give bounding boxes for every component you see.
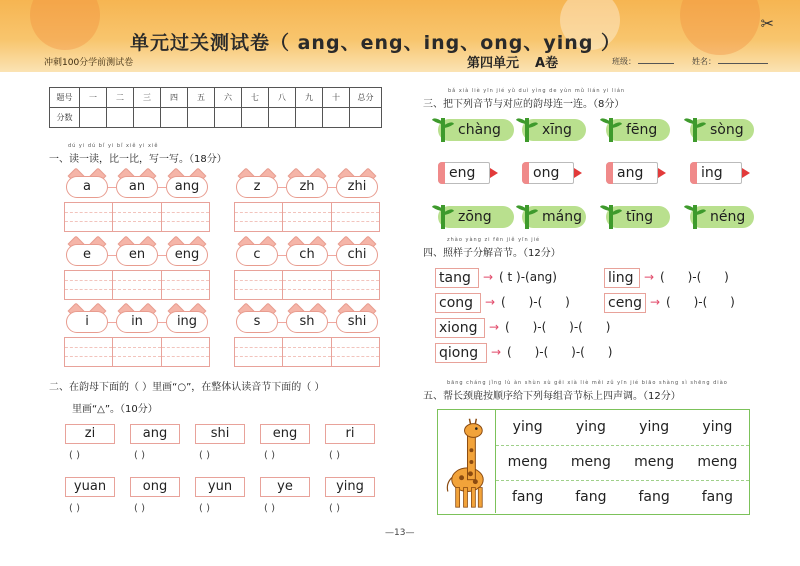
tone-syllable[interactable]: ying: [639, 419, 670, 435]
score-header-cell: 十: [323, 88, 350, 108]
score-header-cell: 四: [161, 88, 188, 108]
score-header-cell: 五: [188, 88, 215, 108]
score-header-cell: 三: [134, 88, 161, 108]
writing-grid[interactable]: [64, 202, 210, 232]
connector-dash: [328, 187, 336, 188]
score-cell[interactable]: [161, 108, 188, 128]
bamboo-leaf-icon: [600, 114, 622, 142]
writing-grid[interactable]: [234, 270, 380, 300]
pencil-tip-icon: [658, 168, 666, 178]
writing-grid[interactable]: [234, 202, 380, 232]
writing-cell[interactable]: [113, 338, 161, 366]
writing-cell[interactable]: [283, 338, 331, 366]
bamboo-leaf-icon: [684, 201, 706, 229]
writing-cell[interactable]: [113, 203, 161, 231]
tone-syllable[interactable]: meng: [507, 454, 548, 470]
bamboo-syllable[interactable]: [606, 119, 670, 141]
connector-dash: [278, 187, 286, 188]
section1-ruby: dú yi dú bǐ yi bǐ xiě yi xiě: [68, 143, 159, 149]
bamboo-syllable-text: xīng: [542, 122, 572, 138]
pinyin-card: zh: [286, 176, 328, 198]
name-label: 姓名：: [692, 57, 716, 66]
syllable-box: ying: [325, 477, 375, 497]
bamboo-syllable-text: tīng: [626, 209, 654, 225]
connector-dash: [158, 322, 166, 323]
arrow-icon: →: [644, 270, 655, 284]
score-cell[interactable]: [215, 108, 242, 128]
final-text: eng: [449, 165, 476, 181]
tone-syllable[interactable]: ying: [512, 419, 543, 435]
tone-syllable[interactable]: fang: [511, 489, 544, 505]
writing-cell[interactable]: [283, 271, 331, 299]
writing-cell[interactable]: [332, 271, 379, 299]
unit-name: 第四单元: [467, 56, 520, 71]
pencil-tip-icon: [490, 168, 498, 178]
writing-grid[interactable]: [64, 270, 210, 300]
pinyin-card: e: [66, 244, 108, 266]
syllable-box: yun: [195, 477, 245, 497]
page-number: —13—: [385, 528, 415, 538]
syllable-box: zi: [65, 424, 115, 444]
score-header-cell: 八: [269, 88, 296, 108]
tone-syllable[interactable]: meng: [697, 454, 738, 470]
pencil-eraser: [438, 162, 445, 184]
final-pencil[interactable]: [438, 162, 490, 184]
final-text: ing: [701, 165, 723, 181]
score-cell[interactable]: [107, 108, 134, 128]
writing-cell[interactable]: [235, 271, 283, 299]
score-value-row: [50, 108, 382, 128]
syllable-box: ong: [130, 477, 180, 497]
section3-ruby: bǎ xià liè yīn jié yǔ duì yìng de yùn mǔ lián yi lián: [448, 88, 626, 94]
writing-cell[interactable]: [162, 203, 209, 231]
pinyin-card: ang: [166, 176, 208, 198]
pinyin-card: en: [116, 244, 158, 266]
final-text: ang: [617, 165, 644, 181]
pinyin-card: in: [116, 311, 158, 333]
bamboo-syllable[interactable]: [522, 119, 586, 141]
answer-paren[interactable]: ( ): [329, 450, 340, 461]
writing-cell[interactable]: [162, 338, 209, 366]
name-field[interactable]: [692, 56, 768, 67]
bamboo-syllable[interactable]: [522, 206, 586, 228]
answer-paren[interactable]: ( ): [329, 503, 340, 514]
writing-grid[interactable]: [234, 337, 380, 367]
writing-cell[interactable]: [235, 203, 283, 231]
giraffe-icon: [438, 410, 496, 513]
syllable-box: xiong: [435, 318, 485, 338]
pinyin-card: s: [236, 311, 278, 333]
section2-title-line1: 二、在韵母下面的（ ）里画“○”，在整体认读音节下面的（ ）: [49, 382, 325, 393]
connector-dash: [158, 187, 166, 188]
syllable-box: ye: [260, 477, 310, 497]
connector-dash: [328, 322, 336, 323]
connector-dash: [108, 187, 116, 188]
version-label: A卷: [535, 56, 559, 71]
answer-paren[interactable]: ( ): [264, 450, 275, 461]
tone-syllable[interactable]: meng: [634, 454, 675, 470]
writing-grid[interactable]: [64, 337, 210, 367]
writing-cell[interactable]: [332, 338, 379, 366]
score-header-row: [50, 88, 382, 108]
bamboo-leaf-icon: [600, 201, 622, 229]
score-cell[interactable]: [188, 108, 215, 128]
bamboo-syllable-text: máng: [542, 209, 582, 225]
bamboo-syllable[interactable]: [438, 119, 514, 141]
score-header-cell: 七: [242, 88, 269, 108]
arrow-icon: →: [491, 345, 502, 359]
pencil-tip-icon: [574, 168, 582, 178]
tone-row: [496, 410, 749, 445]
arrow-icon: →: [483, 270, 494, 284]
syllable-box: qiong: [435, 343, 487, 363]
page-header: [0, 0, 800, 72]
syllable-box: eng: [260, 424, 310, 444]
score-header-cell: 六: [215, 88, 242, 108]
tone-syllable[interactable]: ying: [702, 419, 733, 435]
connector-dash: [328, 255, 336, 256]
writing-cell[interactable]: [65, 338, 113, 366]
syllable-box: tang: [435, 268, 479, 288]
writing-cell[interactable]: [332, 203, 379, 231]
decor-circle: [30, 0, 100, 50]
writing-cell[interactable]: [65, 271, 113, 299]
connector-dash: [108, 255, 116, 256]
answer-paren[interactable]: ( ): [69, 450, 80, 461]
score-cell[interactable]: [296, 108, 323, 128]
pinyin-card: chi: [336, 244, 378, 266]
bamboo-syllable-text: fēng: [626, 122, 658, 138]
section4-ruby: zhào yàng zi fēn jiě yīn jié: [447, 237, 541, 243]
tone-syllable[interactable]: fang: [701, 489, 734, 505]
pinyin-card: zhi: [336, 176, 378, 198]
connector-dash: [278, 322, 286, 323]
score-cell[interactable]: [242, 108, 269, 128]
section2-title-line2: 里画“△”。（10分）: [72, 404, 158, 415]
score-header-cell: 二: [107, 88, 134, 108]
final-pencil[interactable]: [606, 162, 658, 184]
syllable-box: yuan: [65, 477, 115, 497]
connector-dash: [108, 322, 116, 323]
tone-syllable[interactable]: fang: [638, 489, 670, 505]
bamboo-syllable[interactable]: [690, 119, 754, 141]
writing-cell[interactable]: [235, 338, 283, 366]
tone-syllable[interactable]: ying: [575, 419, 606, 435]
writing-cell[interactable]: [113, 271, 161, 299]
page-title: 单元过关测试卷（ ang、eng、ing、ong、ying ）: [130, 32, 622, 54]
tone-row: [496, 480, 749, 515]
pencil-tip-icon: [742, 168, 750, 178]
bamboo-leaf-icon: [516, 201, 538, 229]
section3-title: 三、把下列音节与对应的韵母连一连。（8分）: [423, 99, 625, 110]
decomposition-answer[interactable]: ( t )-(ang): [499, 270, 557, 284]
section5-ruby: bāng cháng jǐng lù àn shùn xù gěi xià liè měi zǔ yīn jié biāo shàng sì shēng diào: [447, 380, 728, 386]
bamboo-leaf-icon: [684, 114, 706, 142]
score-cell[interactable]: [80, 108, 107, 128]
pinyin-card: i: [66, 311, 108, 333]
arrow-icon: →: [485, 295, 496, 309]
bamboo-leaf-icon: [432, 114, 454, 142]
class-label: 班级：: [612, 57, 636, 66]
answer-paren[interactable]: ( ): [134, 503, 145, 514]
bamboo-syllable-text: néng: [710, 209, 746, 225]
pinyin-card: a: [66, 176, 108, 198]
bamboo-syllable-text: zōng: [458, 209, 492, 225]
syllable-box: cong: [435, 293, 481, 313]
score-cell[interactable]: [134, 108, 161, 128]
score-header-cell: 一: [80, 88, 107, 108]
answer-paren[interactable]: ( ): [199, 450, 210, 461]
decomposition-answer[interactable]: ( )-( ): [501, 295, 570, 309]
tone-row: [496, 445, 749, 480]
score-cell[interactable]: [323, 108, 350, 128]
bamboo-syllable[interactable]: [606, 206, 670, 228]
tone-syllable[interactable]: fang: [575, 489, 607, 505]
score-cell[interactable]: [269, 108, 296, 128]
bamboo-syllable-text: sòng: [710, 122, 744, 138]
answer-paren[interactable]: ( ): [134, 450, 145, 461]
syllable-box: shi: [195, 424, 245, 444]
writing-cell[interactable]: [283, 203, 331, 231]
answer-paren[interactable]: ( ): [69, 503, 80, 514]
final-pencil[interactable]: [690, 162, 742, 184]
final-pencil[interactable]: [522, 162, 574, 184]
score-header-cell: 总分: [350, 88, 382, 108]
bamboo-syllable[interactable]: [690, 206, 754, 228]
section4-title: 四、照样子分解音节。（12分）: [423, 248, 561, 259]
pencil-eraser: [690, 162, 697, 184]
pencil-eraser: [606, 162, 613, 184]
score-header-cell: 题号: [50, 88, 80, 108]
pinyin-card: eng: [166, 244, 208, 266]
decomposition-answer[interactable]: ( )-( ): [660, 270, 729, 284]
arrow-icon: →: [489, 320, 500, 334]
writing-cell[interactable]: [65, 203, 113, 231]
syllable-box: ling: [604, 268, 640, 288]
score-cell[interactable]: [350, 108, 382, 128]
class-field[interactable]: [612, 56, 674, 67]
bamboo-leaf-icon: [432, 201, 454, 229]
subtitle-bar: [0, 52, 800, 72]
pinyin-card: c: [236, 244, 278, 266]
score-table: [49, 87, 382, 128]
decomposition-answer[interactable]: ( )-( ): [666, 295, 735, 309]
answer-paren[interactable]: ( ): [264, 503, 275, 514]
series-label: 冲刺100分学前测试卷: [44, 58, 134, 68]
section5-table: [437, 409, 750, 515]
answer-paren[interactable]: ( ): [199, 503, 210, 514]
final-text: ong: [533, 165, 560, 181]
syllable-box: ri: [325, 424, 375, 444]
section5-title: 五、帮长颈鹿按顺序给下列每组音节标上四声调。（12分）: [423, 391, 681, 402]
syllable-box: ang: [130, 424, 180, 444]
arrow-icon: →: [650, 295, 661, 309]
pinyin-card: ch: [286, 244, 328, 266]
pinyin-card: sh: [286, 311, 328, 333]
pencil-eraser: [522, 162, 529, 184]
decomposition-answer[interactable]: ( )-( )-( ): [505, 320, 611, 334]
unit-label: [467, 52, 558, 71]
pinyin-card: shi: [336, 311, 378, 333]
decomposition-answer[interactable]: ( )-( )-( ): [507, 345, 613, 359]
connector-dash: [278, 255, 286, 256]
tone-syllable[interactable]: meng: [570, 454, 611, 470]
pinyin-card: ing: [166, 311, 208, 333]
score-row-label: 分数: [50, 108, 80, 128]
syllable-box: ceng: [604, 293, 646, 313]
bamboo-syllable[interactable]: [438, 206, 514, 228]
bamboo-leaf-icon: [516, 114, 538, 142]
writing-cell[interactable]: [162, 271, 209, 299]
bamboo-syllable-text: chàng: [458, 122, 501, 138]
section1-title: 一、读一读，比一比，写一写。（18分）: [49, 154, 227, 165]
score-header-cell: 九: [296, 88, 323, 108]
pinyin-card: z: [236, 176, 278, 198]
decor-circle: [680, 0, 760, 55]
connector-dash: [158, 255, 166, 256]
pinyin-card: an: [116, 176, 158, 198]
scissors-icon: ✂: [760, 14, 774, 33]
